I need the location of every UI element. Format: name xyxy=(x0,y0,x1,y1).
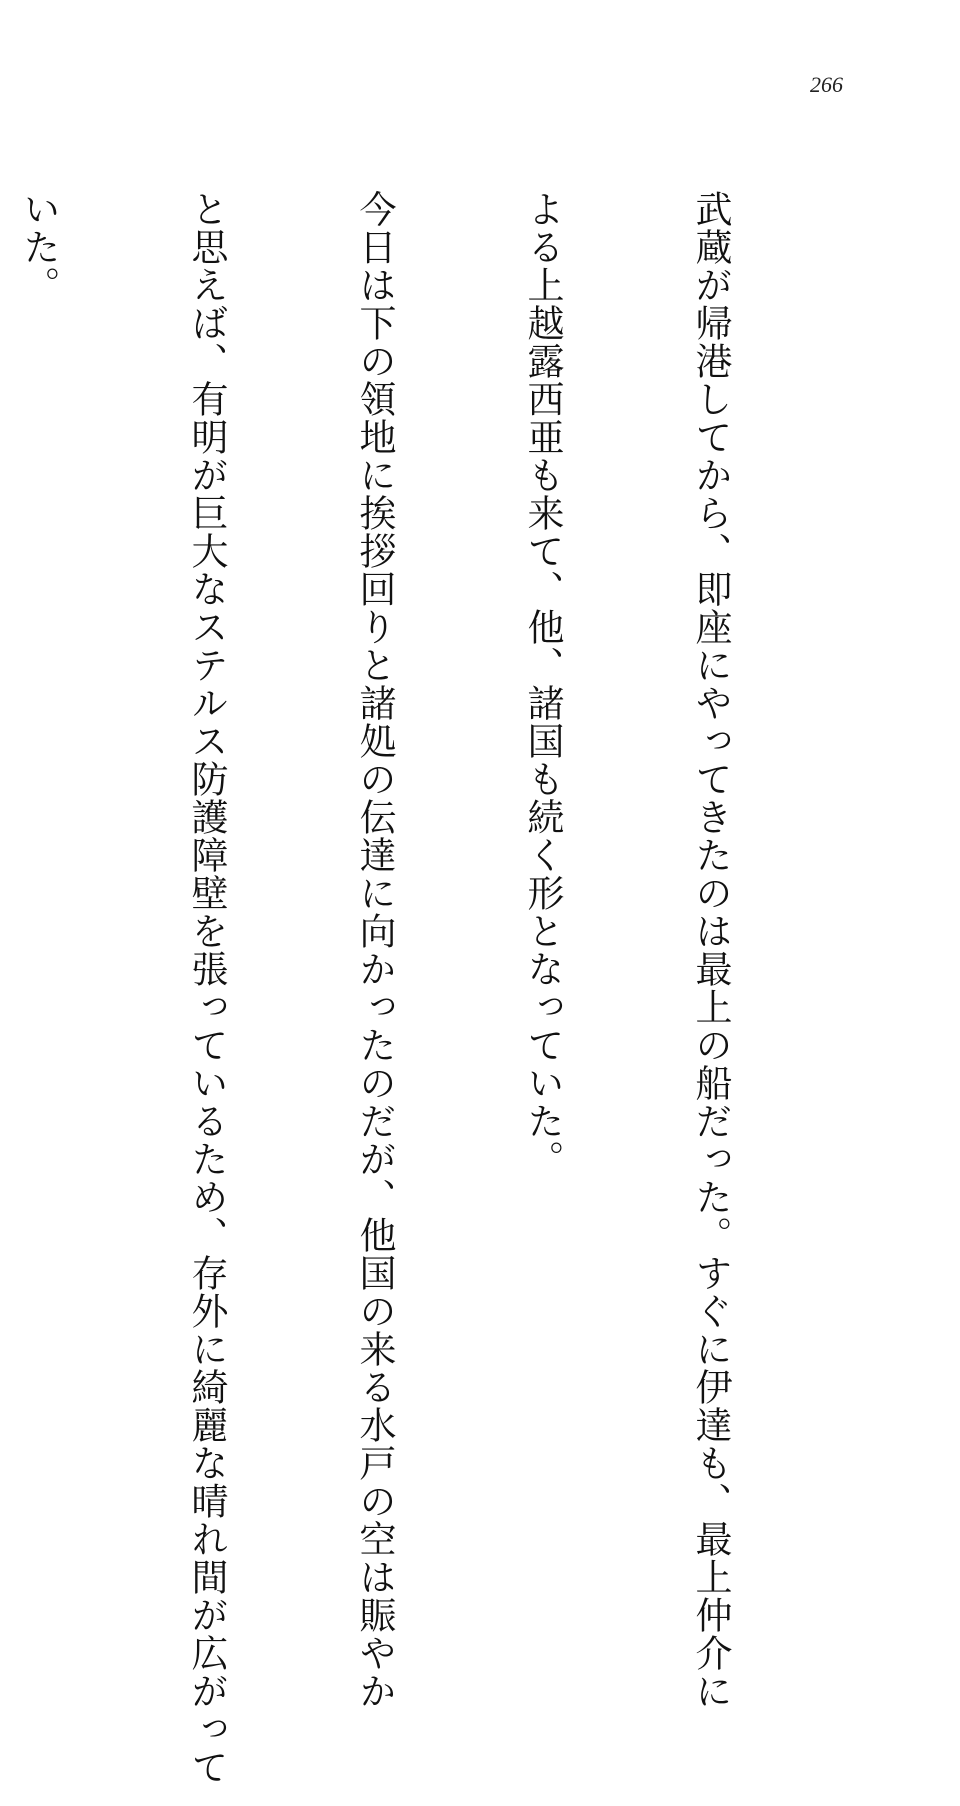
novel-text-body xyxy=(0,190,850,1786)
text-line: 武蔵が帰港してから、即座にやってきたのは最上の船だった。すぐに伊達も、最上仲介に xyxy=(689,190,732,1710)
text-line: いた。 xyxy=(17,190,60,304)
page-number: 266 xyxy=(810,72,843,97)
text-line: 今日は下の領地に挨拶回りと諸処の伝達に向かったのだが、他国の来る水戸の空は賑やか xyxy=(353,190,396,1710)
text-line: よる上越露西亜も来て、他、諸国も続く形となっていた。 xyxy=(521,190,564,1178)
text-line: と思えば、有明が巨大なステルス防護障壁を張っているため、存外に綺麗な晴れ間が広がって xyxy=(185,190,228,1786)
